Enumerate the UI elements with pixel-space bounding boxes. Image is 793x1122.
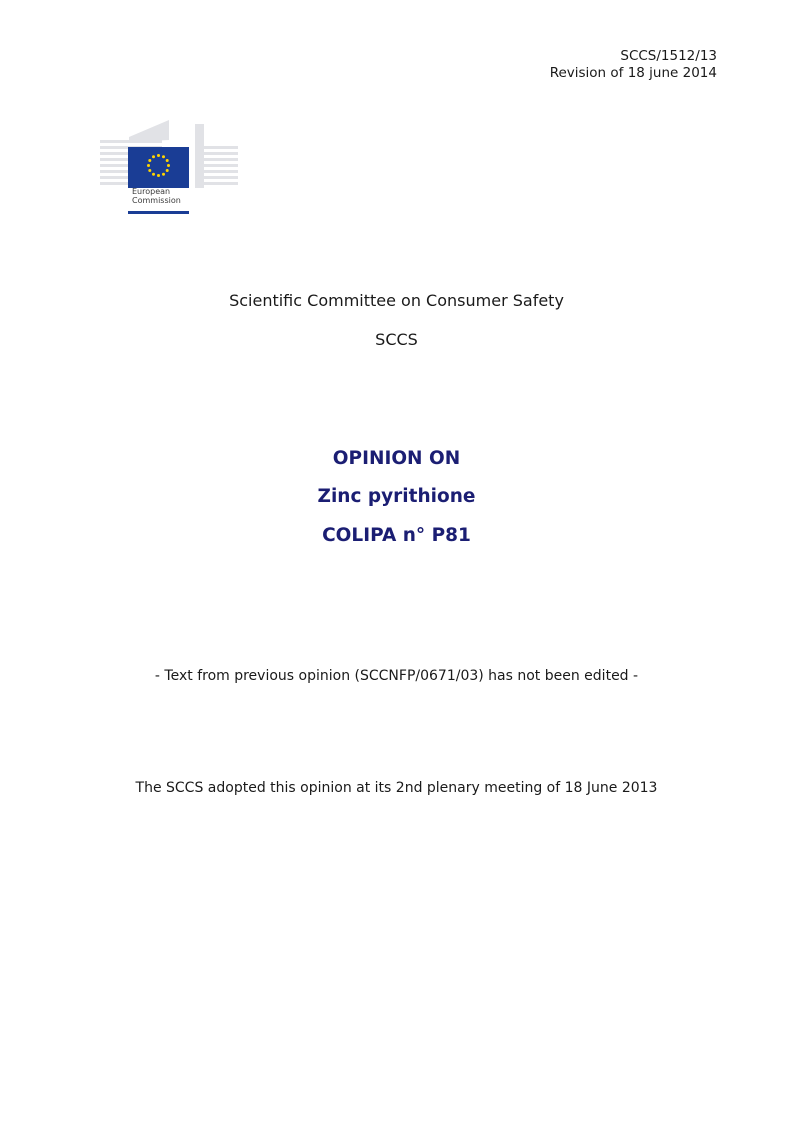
logo-caption-line1: European [132, 187, 171, 196]
title-substance: Zinc pyrithione [317, 486, 476, 507]
logo-caption-line2: Commission [132, 196, 181, 205]
title-line-1: OPINION ON [332, 448, 461, 469]
european-commission-logo [99, 118, 241, 216]
revision-date: Revision of 18 june 2014 [549, 65, 717, 81]
committee-name: Scientific Committee on Consumer Safety [229, 291, 564, 310]
edit-note: - Text from previous opinion (SCCNFP/0671/03) has not been edited - [154, 668, 639, 684]
logo-caption [132, 187, 181, 205]
reference-block [550, 48, 717, 82]
title-colipa-number: COLIPA n° P81 [322, 525, 471, 546]
document-code: SCCS/1512/13 [620, 48, 717, 64]
committee-acronym: SCCS [375, 330, 418, 349]
adoption-statement: The SCCS adopted this opinion at its 2nd plenary meeting of 18 June 2013 [135, 780, 658, 796]
eu-flag [128, 147, 189, 188]
